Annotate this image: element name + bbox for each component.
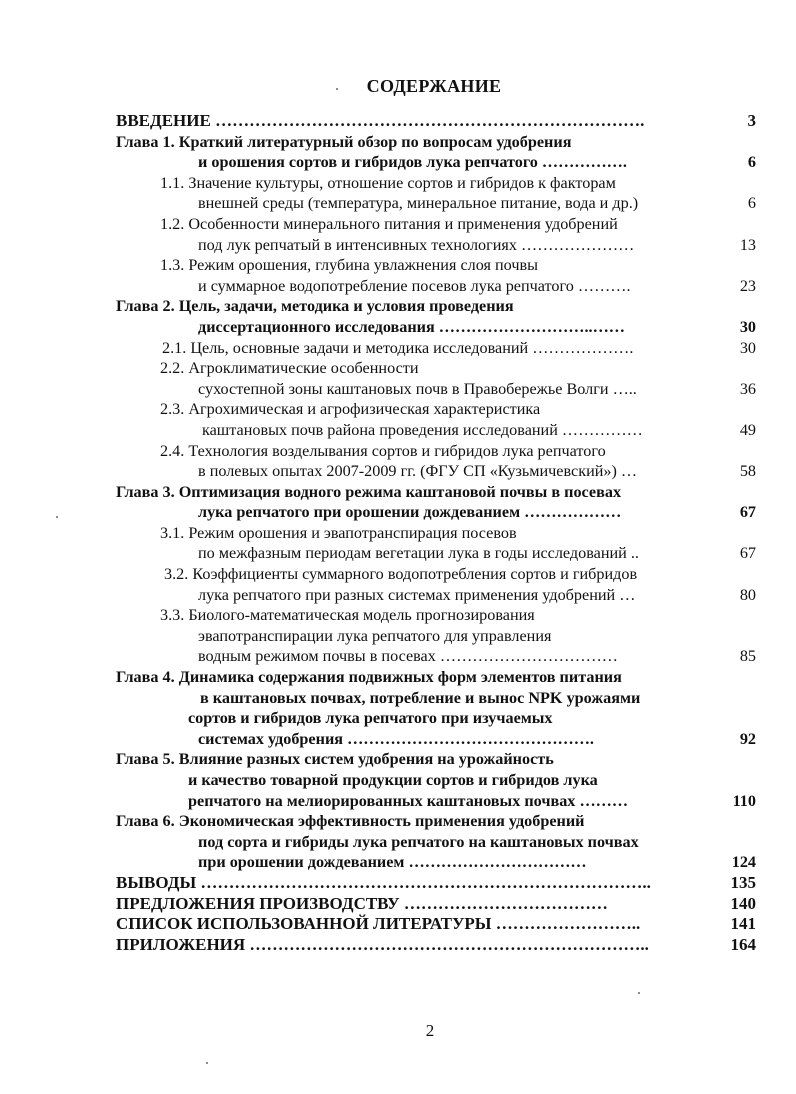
toc-line <box>116 791 756 812</box>
toc-entry-page: 80 <box>739 585 756 604</box>
toc-entry-text: Глава 2. Цель, задачи, методика и условия проведения <box>116 297 514 316</box>
toc-line <box>116 688 756 709</box>
toc-entry-page: 36 <box>739 379 756 398</box>
toc-line <box>116 296 756 317</box>
toc-entry-text: и орошения сортов и гибридов лука репчатого ……………. <box>198 153 627 172</box>
toc-line <box>116 461 756 482</box>
toc-line <box>116 482 756 503</box>
toc-entry-text: 2.1. Цель, основные задачи и методика исследований ………………. <box>162 338 634 357</box>
toc-line <box>116 399 756 420</box>
toc-line <box>116 914 756 935</box>
toc-line <box>116 193 756 214</box>
toc-line <box>116 667 756 688</box>
toc-line <box>116 626 756 647</box>
toc-line <box>116 173 756 194</box>
toc-entry-text: 3.3. Биолого-математическая модель прогнозирования <box>160 606 535 625</box>
toc-entry-text: по межфазным периодам вегетации лука в годы исследований .. <box>198 544 639 563</box>
toc-entry-text: системах удобрения ………………………………………. <box>198 729 594 748</box>
toc-entry-text: при орошении дождеванием …………………………… <box>198 853 587 872</box>
toc-line <box>116 152 756 173</box>
toc-entry-page: 67 <box>739 544 756 563</box>
toc-entry-text: 3.2. Коэффициенты суммарного водопотребления сортов и гибридов <box>164 565 638 584</box>
toc-line <box>116 317 756 338</box>
toc-entry-text: 2.3. Агрохимическая и агрофизическая характеристика <box>160 400 541 419</box>
toc-entry-text: репчатого на мелиорированных каштановых почвах ……… <box>188 791 629 810</box>
toc-line <box>116 894 756 915</box>
toc-line <box>116 749 756 770</box>
toc-line <box>116 832 756 853</box>
toc-line <box>116 214 756 235</box>
toc-line <box>116 811 756 832</box>
toc-line <box>116 708 756 729</box>
toc-entry-text: ВЫВОДЫ …………………………………………………………………….. <box>116 872 651 892</box>
toc-entry-text: 1.2. Особенности минерального питания и применения удобрений <box>160 214 618 233</box>
toc-entry-text: Глава 1. Краткий литературный обзор по вопросам удобрения <box>116 132 572 151</box>
toc-line <box>116 605 756 626</box>
toc-line <box>116 935 756 956</box>
toc-entry-text: ПРИЛОЖЕНИЯ …………………………………………………………….. <box>116 934 649 954</box>
toc-entry-text: 2.4. Технология возделывания сортов и гибридов лука репчатого <box>160 441 606 460</box>
toc-line <box>116 276 756 297</box>
toc-entry-page: 110 <box>732 791 756 810</box>
scan-speck <box>336 88 338 90</box>
toc-entry-page: 164 <box>730 934 756 954</box>
toc-entry-text: 1.3. Режим орошения, глубина увлажнения слоя почвы <box>160 256 538 275</box>
toc-line <box>116 523 756 544</box>
toc-entry-page: 141 <box>730 914 756 934</box>
scan-speck <box>206 1062 208 1064</box>
toc-entry-page: 92 <box>739 729 756 748</box>
toc-entry-text: сортов и гибридов лука репчатого при изучаемых <box>188 709 553 728</box>
toc-line <box>116 441 756 462</box>
toc-entry-text: ВВЕДЕНИЕ …………………………………………………………………. <box>116 111 645 130</box>
toc-line <box>116 564 756 585</box>
toc-line <box>116 729 756 750</box>
toc-line <box>116 585 756 606</box>
toc-line <box>116 502 756 523</box>
toc-entry-text: внешней среды (температура, минеральное питание, вода и др.) <box>198 194 639 213</box>
toc-entry-text: и суммарное водопотребление посевов лука репчатого ………. <box>198 276 631 295</box>
toc-entry-page: 6 <box>747 194 756 213</box>
toc-entry-text: эвапотранспирации лука репчатого для управления <box>198 626 552 645</box>
toc-entry-page: 67 <box>739 503 756 522</box>
toc-entry-text: Глава 3. Оптимизация водного режима каштановой почвы в посевах <box>116 482 622 501</box>
toc-entry-text: водным режимом почвы в посевах …………………………… <box>198 647 618 666</box>
toc-line <box>116 255 756 276</box>
scan-speck <box>638 992 640 994</box>
toc-entry-text: 1.1. Значение культуры, отношение сортов и гибридов к факторам <box>160 173 616 192</box>
toc-line <box>116 379 756 400</box>
toc-entry-text: Глава 4. Динамика содержания подвижных форм элементов питания <box>116 668 622 687</box>
toc-entry-text: диссертационного исследования ………………………..…… <box>198 317 625 336</box>
toc-line <box>116 338 756 359</box>
toc-entry-page: 49 <box>739 420 756 439</box>
toc-entry-text: сухостепной зоны каштановых почв в Правобережье Волги ….. <box>198 379 637 398</box>
table-of-contents <box>116 111 756 955</box>
toc-entry-text: в полевых опытах 2007-2009 гг. (ФГУ СП «Кузьмичевский») … <box>198 462 638 481</box>
toc-entry-page: 58 <box>739 462 756 481</box>
toc-entry-text: Глава 5. Влияние разных систем удобрения на урожайность <box>116 750 554 769</box>
toc-line <box>116 646 756 667</box>
toc-entry-text: 3.1. Режим орошения и эвапотранспирация посевов <box>160 523 517 542</box>
toc-line <box>116 111 756 132</box>
toc-entry-page: 6 <box>747 153 756 172</box>
toc-entry-text: ПРЕДЛОЖЕНИЯ ПРОИЗВОДСТВУ ……………………………… <box>116 893 608 913</box>
scan-speck <box>56 516 58 518</box>
toc-entry-page: 13 <box>739 235 756 254</box>
toc-entry-page: 30 <box>739 317 756 336</box>
toc-line <box>116 358 756 379</box>
toc-entry-page: 140 <box>730 893 756 913</box>
toc-line <box>116 770 756 791</box>
toc-line <box>116 235 756 256</box>
page-title: СОДЕРЖАНИЕ <box>366 76 502 96</box>
toc-entry-text: под лук репчатый в интенсивных технологиях ………………… <box>198 235 635 254</box>
toc-entry-text: лука репчатого при орошении дождеванием ……………… <box>198 503 622 522</box>
toc-entry-page: 30 <box>739 338 756 357</box>
toc-line <box>116 852 756 873</box>
toc-entry-text: лука репчатого при разных системах применения удобрений … <box>198 585 636 604</box>
toc-entry-page: 124 <box>731 853 756 872</box>
toc-line <box>116 873 756 894</box>
toc-line <box>116 132 756 153</box>
toc-entry-text: каштановых почв района проведения исследований …………… <box>202 420 643 439</box>
toc-entry-page: 23 <box>739 276 756 295</box>
toc-entry-text: 2.2. Агроклиматические особенности <box>160 359 419 378</box>
toc-entry-text: в каштановых почвах, потребление и вынос NPK урожаями <box>200 688 641 707</box>
toc-entry-page: 135 <box>730 872 756 892</box>
toc-entry-page: 85 <box>739 647 756 666</box>
toc-line <box>116 420 756 441</box>
toc-entry-text: и качество товарной продукции сортов и гибридов лука <box>188 771 598 789</box>
toc-entry-text: Глава 6. Экономическая эффективность применения удобрений <box>116 812 585 831</box>
toc-line <box>116 543 756 564</box>
page-number: 2 <box>425 1021 435 1040</box>
toc-entry-page: 3 <box>747 111 756 130</box>
toc-entry-text: СПИСОК ИСПОЛЬЗОВАННОЙ ЛИТЕРАТУРЫ …………………….. <box>116 914 641 934</box>
toc-entry-text: под сорта и гибриды лука репчатого на каштановых почвах <box>198 832 639 851</box>
